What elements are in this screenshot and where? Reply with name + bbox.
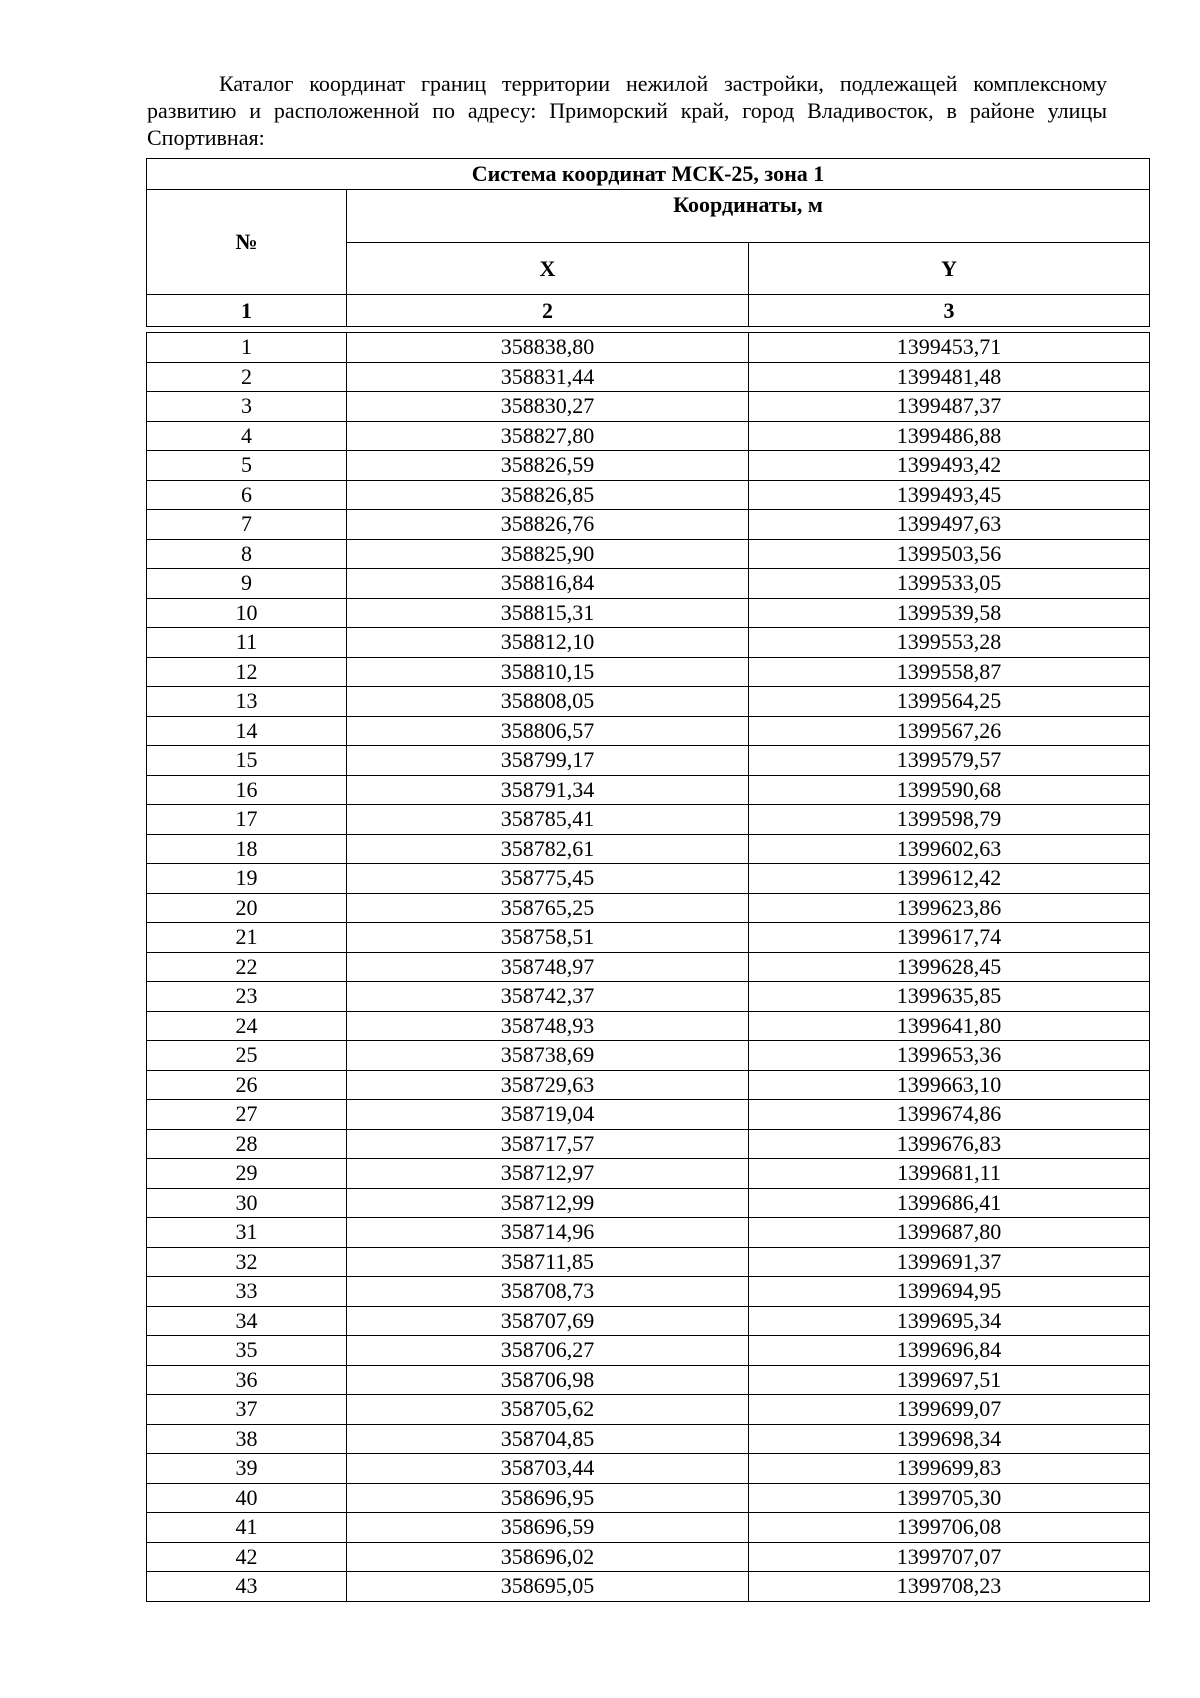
- x-coordinate-cell: 358738,69: [347, 1041, 749, 1071]
- y-coordinate-cell: 1399493,42: [749, 451, 1150, 481]
- intro-paragraph: [147, 70, 1107, 151]
- point-number-cell: 6: [147, 480, 347, 510]
- x-coordinate-cell: 358799,17: [347, 746, 749, 776]
- x-coordinate-cell: 358826,76: [347, 510, 749, 540]
- point-number-cell: 12: [147, 657, 347, 687]
- y-coordinate-cell: 1399707,07: [749, 1542, 1150, 1572]
- point-number-cell: 38: [147, 1424, 347, 1454]
- table-row: [147, 1247, 1150, 1277]
- x-coordinate-cell: 358826,85: [347, 480, 749, 510]
- point-number-cell: 9: [147, 569, 347, 599]
- y-coordinate-cell: 1399699,83: [749, 1454, 1150, 1484]
- coordinate-system-title: Система координат МСК-25, зона 1: [147, 159, 1150, 190]
- column-index-3: 3: [749, 295, 1150, 327]
- point-number-cell: 5: [147, 451, 347, 481]
- point-number-cell: 21: [147, 923, 347, 953]
- y-coordinate-cell: 1399699,07: [749, 1395, 1150, 1425]
- point-number-cell: 41: [147, 1513, 347, 1543]
- y-coordinate-cell: 1399567,26: [749, 716, 1150, 746]
- point-number-cell: 7: [147, 510, 347, 540]
- table-row: [147, 333, 1150, 363]
- y-coordinate-cell: 1399553,28: [749, 628, 1150, 658]
- table-row: [147, 1454, 1150, 1484]
- y-coordinate-cell: 1399590,68: [749, 775, 1150, 805]
- y-coordinate-cell: 1399533,05: [749, 569, 1150, 599]
- x-coordinate-cell: 358695,05: [347, 1572, 749, 1602]
- x-column-header: X: [347, 243, 749, 295]
- y-coordinate-cell: 1399558,87: [749, 657, 1150, 687]
- table-row: [147, 1395, 1150, 1425]
- y-column-header: Y: [749, 243, 1150, 295]
- x-coordinate-cell: 358706,98: [347, 1365, 749, 1395]
- table-row: [147, 893, 1150, 923]
- point-number-cell: 34: [147, 1306, 347, 1336]
- table-row: [147, 1070, 1150, 1100]
- table-row: [147, 805, 1150, 835]
- x-coordinate-cell: 358810,15: [347, 657, 749, 687]
- x-coordinate-cell: 358729,63: [347, 1070, 749, 1100]
- y-coordinate-cell: 1399696,84: [749, 1336, 1150, 1366]
- table-row: [147, 1011, 1150, 1041]
- y-coordinate-cell: 1399686,41: [749, 1188, 1150, 1218]
- y-coordinate-cell: 1399681,11: [749, 1159, 1150, 1189]
- point-number-cell: 27: [147, 1100, 347, 1130]
- y-coordinate-cell: 1399687,80: [749, 1218, 1150, 1248]
- x-coordinate-cell: 358806,57: [347, 716, 749, 746]
- y-coordinate-cell: 1399493,45: [749, 480, 1150, 510]
- point-number-cell: 29: [147, 1159, 347, 1189]
- y-coordinate-cell: 1399698,34: [749, 1424, 1150, 1454]
- x-coordinate-cell: 358815,31: [347, 598, 749, 628]
- point-number-cell: 28: [147, 1129, 347, 1159]
- point-number-cell: 39: [147, 1454, 347, 1484]
- table-row: [147, 539, 1150, 569]
- x-coordinate-cell: 358812,10: [347, 628, 749, 658]
- point-number-cell: 35: [147, 1336, 347, 1366]
- x-coordinate-cell: 358704,85: [347, 1424, 749, 1454]
- x-coordinate-cell: 358712,99: [347, 1188, 749, 1218]
- x-coordinate-cell: 358827,80: [347, 421, 749, 451]
- y-coordinate-cell: 1399663,10: [749, 1070, 1150, 1100]
- coordinates-table-body: [146, 332, 1150, 1602]
- point-number-cell: 36: [147, 1365, 347, 1395]
- point-number-cell: 37: [147, 1395, 347, 1425]
- table-row: [147, 1100, 1150, 1130]
- x-coordinate-cell: 358808,05: [347, 687, 749, 717]
- x-coordinate-cell: 358826,59: [347, 451, 749, 481]
- x-coordinate-cell: 358719,04: [347, 1100, 749, 1130]
- coordinates-table-header: [146, 158, 1150, 327]
- point-number-cell: 23: [147, 982, 347, 1012]
- x-coordinate-cell: 358708,73: [347, 1277, 749, 1307]
- y-coordinate-cell: 1399676,83: [749, 1129, 1150, 1159]
- x-coordinate-cell: 358711,85: [347, 1247, 749, 1277]
- table-row: [147, 1572, 1150, 1602]
- x-coordinate-cell: 358782,61: [347, 834, 749, 864]
- x-coordinate-cell: 358838,80: [347, 333, 749, 363]
- point-number-cell: 17: [147, 805, 347, 835]
- x-coordinate-cell: 358696,02: [347, 1542, 749, 1572]
- table-row: [147, 1542, 1150, 1572]
- y-coordinate-cell: 1399579,57: [749, 746, 1150, 776]
- table-row: [147, 1336, 1150, 1366]
- y-coordinate-cell: 1399635,85: [749, 982, 1150, 1012]
- table-row: [147, 1218, 1150, 1248]
- table-row: [147, 982, 1150, 1012]
- point-number-cell: 25: [147, 1041, 347, 1071]
- point-number-cell: 15: [147, 746, 347, 776]
- y-coordinate-cell: 1399617,74: [749, 923, 1150, 953]
- table-row: [147, 392, 1150, 422]
- table-row: [147, 1483, 1150, 1513]
- point-number-cell: 13: [147, 687, 347, 717]
- x-coordinate-cell: 358758,51: [347, 923, 749, 953]
- y-coordinate-cell: 1399708,23: [749, 1572, 1150, 1602]
- table-row: [147, 480, 1150, 510]
- point-number-cell: 18: [147, 834, 347, 864]
- y-coordinate-cell: 1399694,95: [749, 1277, 1150, 1307]
- table-row: [147, 1513, 1150, 1543]
- table-row: [147, 1424, 1150, 1454]
- x-coordinate-cell: 358765,25: [347, 893, 749, 923]
- table-row: [147, 746, 1150, 776]
- point-number-cell: 10: [147, 598, 347, 628]
- table-row: [147, 1041, 1150, 1071]
- y-coordinate-cell: 1399697,51: [749, 1365, 1150, 1395]
- y-coordinate-cell: 1399612,42: [749, 864, 1150, 894]
- x-coordinate-cell: 358816,84: [347, 569, 749, 599]
- point-number-cell: 30: [147, 1188, 347, 1218]
- point-number-cell: 16: [147, 775, 347, 805]
- y-coordinate-cell: 1399706,08: [749, 1513, 1150, 1543]
- table-row: [147, 1277, 1150, 1307]
- table-row: [147, 834, 1150, 864]
- y-coordinate-cell: 1399653,36: [749, 1041, 1150, 1071]
- table-row: [147, 657, 1150, 687]
- point-number-cell: 8: [147, 539, 347, 569]
- intro-text: Каталог координат границ территории нежилой застройки, подлежащей комплексному развитию и расположенной по адресу: Приморский край, город Владивосток, в районе улицы Спортивная:: [147, 71, 1107, 150]
- x-coordinate-cell: 358831,44: [347, 362, 749, 392]
- point-number-cell: 20: [147, 893, 347, 923]
- table-row: [147, 451, 1150, 481]
- table-row: [147, 1159, 1150, 1189]
- point-number-cell: 32: [147, 1247, 347, 1277]
- point-number-cell: 11: [147, 628, 347, 658]
- table-row: [147, 598, 1150, 628]
- y-coordinate-cell: 1399453,71: [749, 333, 1150, 363]
- y-coordinate-cell: 1399503,56: [749, 539, 1150, 569]
- point-number-cell: 43: [147, 1572, 347, 1602]
- point-number-cell: 33: [147, 1277, 347, 1307]
- y-coordinate-cell: 1399497,63: [749, 510, 1150, 540]
- point-number-cell: 2: [147, 362, 347, 392]
- table-row: [147, 1188, 1150, 1218]
- x-coordinate-cell: 358785,41: [347, 805, 749, 835]
- table-row: [147, 1306, 1150, 1336]
- table-row: [147, 687, 1150, 717]
- x-coordinate-cell: 358742,37: [347, 982, 749, 1012]
- y-coordinate-cell: 1399564,25: [749, 687, 1150, 717]
- y-coordinate-cell: 1399539,58: [749, 598, 1150, 628]
- point-number-cell: 19: [147, 864, 347, 894]
- table-row: [147, 952, 1150, 982]
- x-coordinate-cell: 358696,59: [347, 1513, 749, 1543]
- y-coordinate-cell: 1399641,80: [749, 1011, 1150, 1041]
- table-row: [147, 1365, 1150, 1395]
- table-row: [147, 362, 1150, 392]
- point-number-cell: 3: [147, 392, 347, 422]
- number-column-header: №: [147, 190, 347, 295]
- x-coordinate-cell: 358706,27: [347, 1336, 749, 1366]
- table-row: [147, 716, 1150, 746]
- y-coordinate-cell: 1399486,88: [749, 421, 1150, 451]
- x-coordinate-cell: 358696,95: [347, 1483, 749, 1513]
- point-number-cell: 1: [147, 333, 347, 363]
- x-coordinate-cell: 358712,97: [347, 1159, 749, 1189]
- point-number-cell: 22: [147, 952, 347, 982]
- table-row: [147, 923, 1150, 953]
- table-row: [147, 421, 1150, 451]
- point-number-cell: 31: [147, 1218, 347, 1248]
- y-coordinate-cell: 1399598,79: [749, 805, 1150, 835]
- y-coordinate-cell: 1399705,30: [749, 1483, 1150, 1513]
- y-coordinate-cell: 1399674,86: [749, 1100, 1150, 1130]
- x-coordinate-cell: 358705,62: [347, 1395, 749, 1425]
- y-coordinate-cell: 1399602,63: [749, 834, 1150, 864]
- x-coordinate-cell: 358748,97: [347, 952, 749, 982]
- y-coordinate-cell: 1399487,37: [749, 392, 1150, 422]
- y-coordinate-cell: 1399623,86: [749, 893, 1150, 923]
- y-coordinate-cell: 1399695,34: [749, 1306, 1150, 1336]
- x-coordinate-cell: 358714,96: [347, 1218, 749, 1248]
- x-coordinate-cell: 358707,69: [347, 1306, 749, 1336]
- point-number-cell: 14: [147, 716, 347, 746]
- table-row: [147, 628, 1150, 658]
- x-coordinate-cell: 358775,45: [347, 864, 749, 894]
- column-index-2: 2: [347, 295, 749, 327]
- x-coordinate-cell: 358825,90: [347, 539, 749, 569]
- x-coordinate-cell: 358748,93: [347, 1011, 749, 1041]
- point-number-cell: 26: [147, 1070, 347, 1100]
- table-row: [147, 864, 1150, 894]
- y-coordinate-cell: 1399691,37: [749, 1247, 1150, 1277]
- point-number-cell: 42: [147, 1542, 347, 1572]
- table-row: [147, 775, 1150, 805]
- y-coordinate-cell: 1399628,45: [749, 952, 1150, 982]
- point-number-cell: 40: [147, 1483, 347, 1513]
- x-coordinate-cell: 358791,34: [347, 775, 749, 805]
- point-number-cell: 4: [147, 421, 347, 451]
- table-row: [147, 569, 1150, 599]
- x-coordinate-cell: 358717,57: [347, 1129, 749, 1159]
- x-coordinate-cell: 358703,44: [347, 1454, 749, 1484]
- x-coordinate-cell: 358830,27: [347, 392, 749, 422]
- coordinates-title: Координаты, м: [347, 190, 1150, 243]
- table-row: [147, 1129, 1150, 1159]
- point-number-cell: 24: [147, 1011, 347, 1041]
- table-row: [147, 510, 1150, 540]
- y-coordinate-cell: 1399481,48: [749, 362, 1150, 392]
- column-index-1: 1: [147, 295, 347, 327]
